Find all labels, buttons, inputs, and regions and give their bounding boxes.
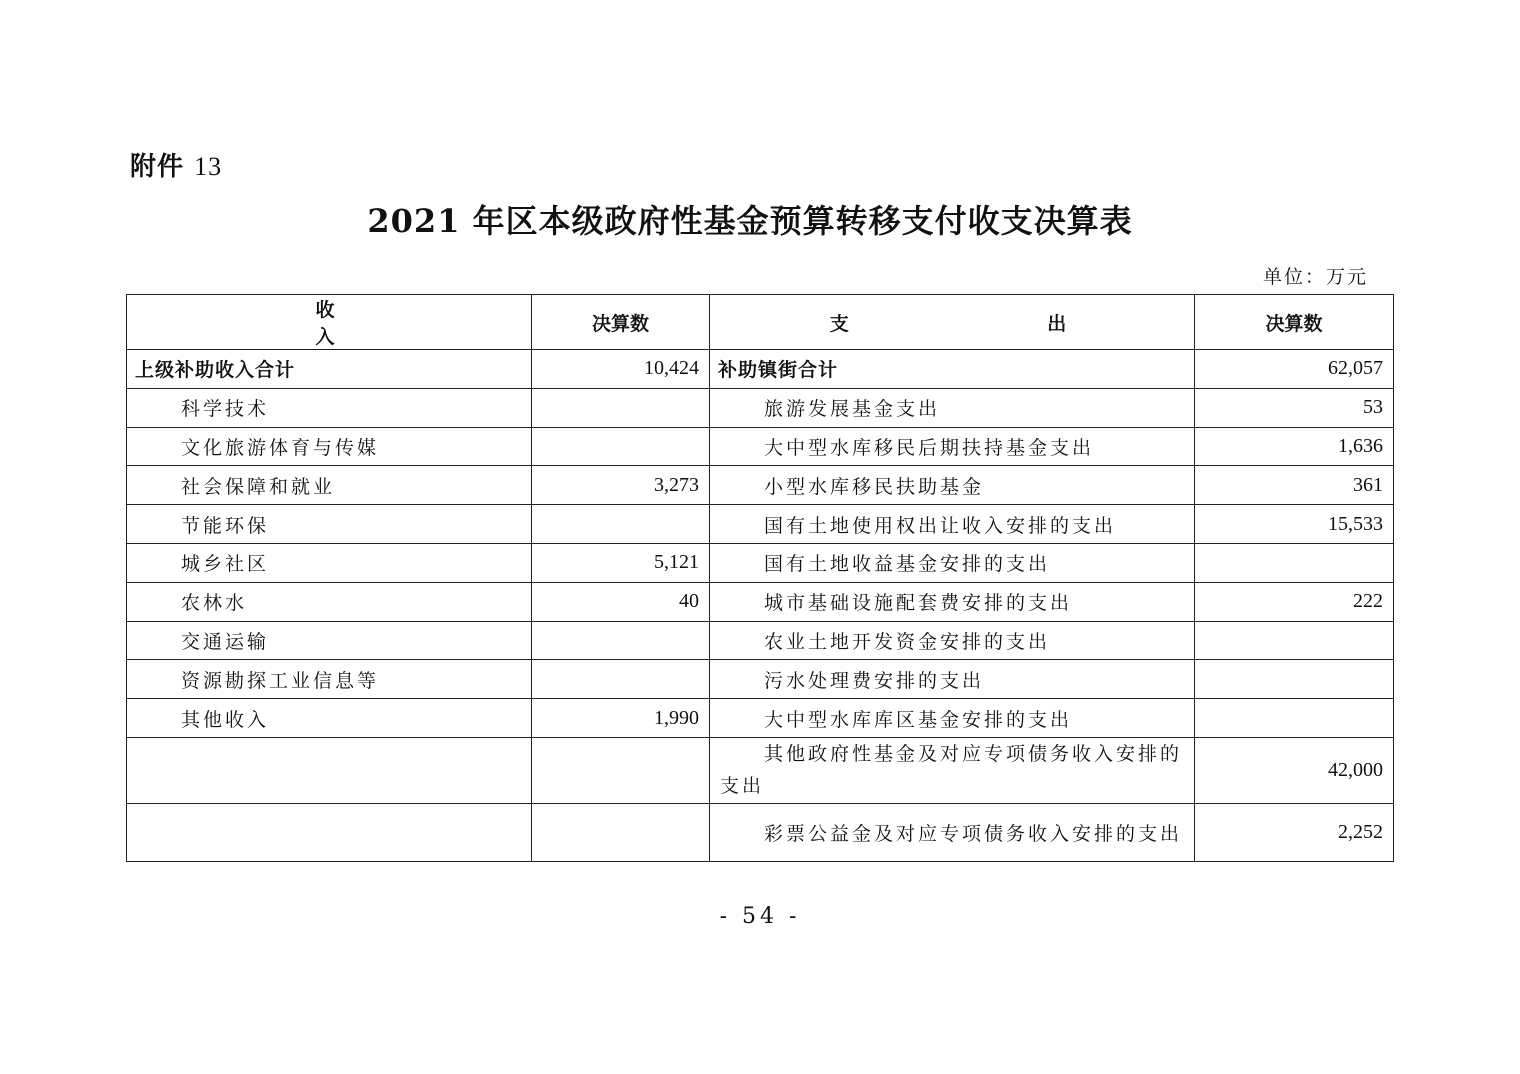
- expense-item: 城市基础设施配套费安排的支出: [710, 582, 1195, 621]
- expense-amount: 361: [1195, 466, 1394, 505]
- table-row: [127, 466, 1394, 505]
- expense-item: 农业土地开发资金安排的支出: [710, 621, 1195, 660]
- expense-amount: 42,000: [1195, 737, 1394, 803]
- income-item: 科学技术: [127, 388, 532, 427]
- income-amount: 3,273: [532, 466, 710, 505]
- table-row: [127, 737, 1394, 803]
- income-amount: [532, 621, 710, 660]
- header-expense-amount: 决算数: [1195, 295, 1394, 350]
- expense-item: 大中型水库库区基金安排的支出: [710, 699, 1195, 738]
- budget-table: [126, 294, 1394, 862]
- attachment-label-text: 附件: [130, 152, 185, 182]
- income-item: [127, 803, 532, 861]
- expense-item: 国有土地使用权出让收入安排的支出: [710, 505, 1195, 544]
- income-amount: [532, 427, 710, 466]
- expense-item: 补助镇街合计: [710, 350, 1195, 389]
- income-amount: [532, 737, 710, 803]
- income-item: 资源勘探工业信息等: [127, 660, 532, 699]
- income-amount: [532, 660, 710, 699]
- page-number: - 54 -: [719, 904, 801, 929]
- expense-amount: [1195, 699, 1394, 738]
- expense-amount: 53: [1195, 388, 1394, 427]
- expense-amount: 1,636: [1195, 427, 1394, 466]
- income-amount: 5,121: [532, 543, 710, 582]
- table-row: [127, 699, 1394, 738]
- expense-amount: [1195, 621, 1394, 660]
- table-header-row: [127, 295, 1394, 350]
- income-item: 农林水: [127, 582, 532, 621]
- expense-amount: 62,057: [1195, 350, 1394, 389]
- expense-item: 小型水库移民扶助基金: [710, 466, 1195, 505]
- expense-item: 彩票公益金及对应专项债务收入安排的支出: [710, 803, 1195, 861]
- income-item: [127, 737, 532, 803]
- unit-label: 单位：万元: [1262, 266, 1368, 288]
- attachment-number: 13: [194, 152, 223, 181]
- expense-amount: 2,252: [1195, 803, 1394, 861]
- table-row: [127, 388, 1394, 427]
- header-expense: 支 出: [710, 295, 1195, 350]
- expense-amount: [1195, 660, 1394, 699]
- header-income: 收 入: [127, 295, 532, 350]
- income-amount: 10,424: [532, 350, 710, 389]
- expense-item: 旅游发展基金支出: [710, 388, 1195, 427]
- header-income-amount: 决算数: [532, 295, 710, 350]
- document-title: 2021 年区本级政府性基金预算转移支付收支决算表: [367, 202, 1133, 240]
- table-row: [127, 582, 1394, 621]
- table-row: [127, 621, 1394, 660]
- attachment-label: [130, 146, 222, 183]
- income-item: 文化旅游体育与传媒: [127, 427, 532, 466]
- income-amount: [532, 505, 710, 544]
- expense-amount: 15,533: [1195, 505, 1394, 544]
- income-item: 交通运输: [127, 621, 532, 660]
- income-item: 城乡社区: [127, 543, 532, 582]
- income-amount: 1,990: [532, 699, 710, 738]
- income-item: 上级补助收入合计: [127, 350, 532, 389]
- income-item: 其他收入: [127, 699, 532, 738]
- table-row: [127, 350, 1394, 389]
- expense-amount: [1195, 543, 1394, 582]
- income-item: 节能环保: [127, 505, 532, 544]
- table-row: [127, 660, 1394, 699]
- income-amount: 40: [532, 582, 710, 621]
- expense-item: 国有土地收益基金安排的支出: [710, 543, 1195, 582]
- table-row: [127, 505, 1394, 544]
- table-row: [127, 543, 1394, 582]
- expense-item: 其他政府性基金及对应专项债务收入安排的支出: [710, 737, 1195, 803]
- income-amount: [532, 388, 710, 427]
- expense-item: 大中型水库移民后期扶持基金支出: [710, 427, 1195, 466]
- expense-amount: 222: [1195, 582, 1394, 621]
- income-item: 社会保障和就业: [127, 466, 532, 505]
- expense-item: 污水处理费安排的支出: [710, 660, 1195, 699]
- income-amount: [532, 803, 710, 861]
- table-row: [127, 427, 1394, 466]
- table-row: [127, 803, 1394, 861]
